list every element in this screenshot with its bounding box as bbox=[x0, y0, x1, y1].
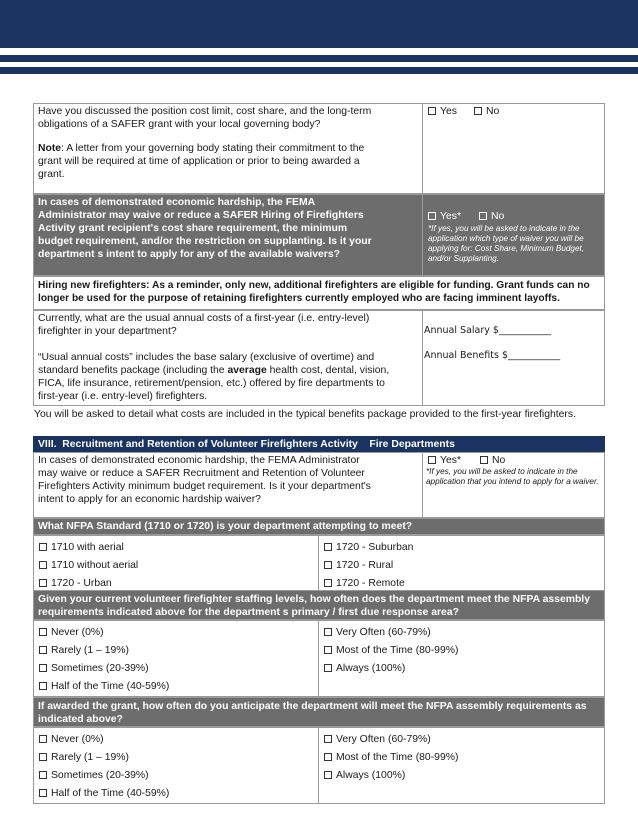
q1-question: Have you discussed the position cost limit, cost share, and the long-term obligations of a SAFER grant with your local governing body? bbox=[38, 106, 372, 130]
staffing-option[interactable]: Most of the Time (80-99%) bbox=[324, 644, 458, 657]
awarded-header-text: If awarded the grant, how often do you anticipate the department will meet the NFPA assembly requirements as indicated above? bbox=[38, 701, 587, 725]
checkbox-icon[interactable] bbox=[39, 628, 47, 636]
checkbox-icon[interactable] bbox=[428, 456, 436, 464]
checkbox-icon[interactable] bbox=[39, 543, 47, 551]
q1-no-option[interactable]: No bbox=[474, 105, 499, 118]
q1-note bbox=[38, 142, 378, 181]
nfpa-option[interactable]: 1720 - Suburban bbox=[324, 541, 413, 554]
s8-note: *If yes, you will be asked to indicate in the application that you intend to apply for a waiver. bbox=[426, 467, 599, 486]
nfpa-option[interactable]: 1720 - Urban bbox=[39, 577, 112, 590]
nfpa-option[interactable]: 1720 - Remote bbox=[324, 577, 405, 590]
header-stripe bbox=[0, 67, 638, 74]
checkbox-icon[interactable] bbox=[39, 561, 47, 569]
header-stripe bbox=[0, 55, 638, 62]
checkbox-icon[interactable] bbox=[324, 735, 332, 743]
costs-footnote: You will be asked to detail what costs are included in the typical benefits package provided to the first-year firefighters. bbox=[34, 409, 576, 420]
section-viii-title: VIII. Recruitment and Retention of Volunteer Firefighters Activity Fire Departments bbox=[38, 439, 455, 450]
s8-yes-option[interactable]: Yes* bbox=[428, 454, 461, 467]
q2-note: *If yes, you will be asked to indicate in the application which type of waiver you will be applying for: Cost Share, Minimum Budget, and/or Supplanting. bbox=[428, 224, 585, 263]
checkbox-icon[interactable] bbox=[324, 753, 332, 761]
checkbox-icon[interactable] bbox=[39, 753, 47, 761]
nfpa-option[interactable]: 1720 - Rural bbox=[324, 559, 393, 572]
s8-question: In cases of demonstrated economic hardship, the FEMA Administrator may waive or reduce a SAFER Recruitment and Retention of Volunteer Firefighters Activity minimum budget requirement. Is it your department's intent to apply for an economic hardship waiver? bbox=[38, 455, 371, 505]
staffing-header-text: Given your current volunteer firefighter staffing levels, how often does the department meet the NFPA assembly requirements indicated above for the department s primary / first due response area? bbox=[38, 594, 590, 618]
checkbox-icon[interactable] bbox=[480, 456, 488, 464]
costs-question: Currently, what are the usual annual costs of a first-year (i.e. entry-level) firefighter in your department? bbox=[38, 313, 370, 337]
awarded-option[interactable]: Rarely (1 – 19%) bbox=[39, 751, 129, 764]
checkbox-icon[interactable] bbox=[324, 664, 332, 672]
checkbox-icon[interactable] bbox=[324, 646, 332, 654]
awarded-option[interactable]: Half of the Time (40-59%) bbox=[39, 787, 169, 800]
awarded-option[interactable]: Most of the Time (80-99%) bbox=[324, 751, 458, 764]
q1-yes-option[interactable]: Yes bbox=[428, 105, 457, 118]
awarded-option[interactable]: Always (100%) bbox=[324, 769, 405, 782]
checkbox-icon[interactable] bbox=[324, 771, 332, 779]
q1-note-label: Note bbox=[38, 143, 62, 154]
checkbox-icon[interactable] bbox=[479, 212, 487, 220]
checkbox-icon[interactable] bbox=[39, 646, 47, 654]
checkbox-icon[interactable] bbox=[39, 664, 47, 672]
checkbox-icon[interactable] bbox=[39, 735, 47, 743]
checkbox-icon[interactable] bbox=[324, 543, 332, 551]
awarded-option[interactable]: Very Often (60-79%) bbox=[324, 733, 431, 746]
reminder-text: Hiring new firefighters: As a reminder, only new, additional firefighters are eligible for funding. Grant funds can no longer be used for the purpose of retaining firefighters currently employed who are facing imminent layoffs. bbox=[38, 280, 590, 304]
q2-no-option[interactable]: No bbox=[479, 210, 504, 223]
header-banner bbox=[0, 0, 638, 48]
checkbox-icon[interactable] bbox=[39, 789, 47, 797]
checkbox-icon[interactable] bbox=[474, 107, 482, 115]
q2-question: In cases of demonstrated economic hardship, the FEMA Administrator may waive or reduce a SAFER Hiring of Firefighters Activity grant recipient's cost share requirement, the minimum budget requirement, and/or the restriction on supplanting. Is it your department s intent to apply for any of the available waivers? bbox=[38, 197, 372, 260]
staffing-option[interactable]: Always (100%) bbox=[324, 662, 405, 675]
staffing-option[interactable]: Rarely (1 – 19%) bbox=[39, 644, 129, 657]
checkbox-icon[interactable] bbox=[324, 579, 332, 587]
awarded-option[interactable]: Never (0%) bbox=[39, 733, 104, 746]
annual-salary-field[interactable]: Annual Salary $___________ bbox=[424, 325, 552, 336]
checkbox-icon[interactable] bbox=[39, 771, 47, 779]
nfpa-option[interactable]: 1710 without aerial bbox=[39, 559, 138, 572]
q2-yes-option[interactable]: Yes* bbox=[428, 210, 461, 223]
costs-description: “Usual annual costs” includes the base salary (exclusive of overtime) and standard benefits package (including the average health cost, dental, vision, FICA, life insurance, retirement/pension, etc.) offered by fire departments to first-year (i.e. entry-level) firefighters. bbox=[38, 352, 390, 402]
checkbox-icon[interactable] bbox=[428, 107, 436, 115]
q1-note-text: : A letter from your governing body stating their commitment to the grant will be required at time of application or prior to being awarded a grant. bbox=[38, 143, 365, 180]
checkbox-icon[interactable] bbox=[39, 682, 47, 690]
nfpa-header-text: What NFPA Standard (1710 or 1720) is your department attempting to meet? bbox=[38, 521, 413, 532]
staffing-option[interactable]: Half of the Time (40-59%) bbox=[39, 680, 169, 693]
staffing-option[interactable]: Sometimes (20-39%) bbox=[39, 662, 149, 675]
checkbox-icon[interactable] bbox=[324, 628, 332, 636]
awarded-option[interactable]: Sometimes (20-39%) bbox=[39, 769, 149, 782]
annual-benefits-field[interactable]: Annual Benefits $___________ bbox=[424, 350, 561, 361]
checkbox-icon[interactable] bbox=[324, 561, 332, 569]
staffing-option[interactable]: Never (0%) bbox=[39, 626, 104, 639]
checkbox-icon[interactable] bbox=[39, 579, 47, 587]
s8-no-option[interactable]: No bbox=[480, 454, 505, 467]
nfpa-option[interactable]: 1710 with aerial bbox=[39, 541, 124, 554]
checkbox-icon[interactable] bbox=[428, 212, 436, 220]
staffing-option[interactable]: Very Often (60-79%) bbox=[324, 626, 431, 639]
